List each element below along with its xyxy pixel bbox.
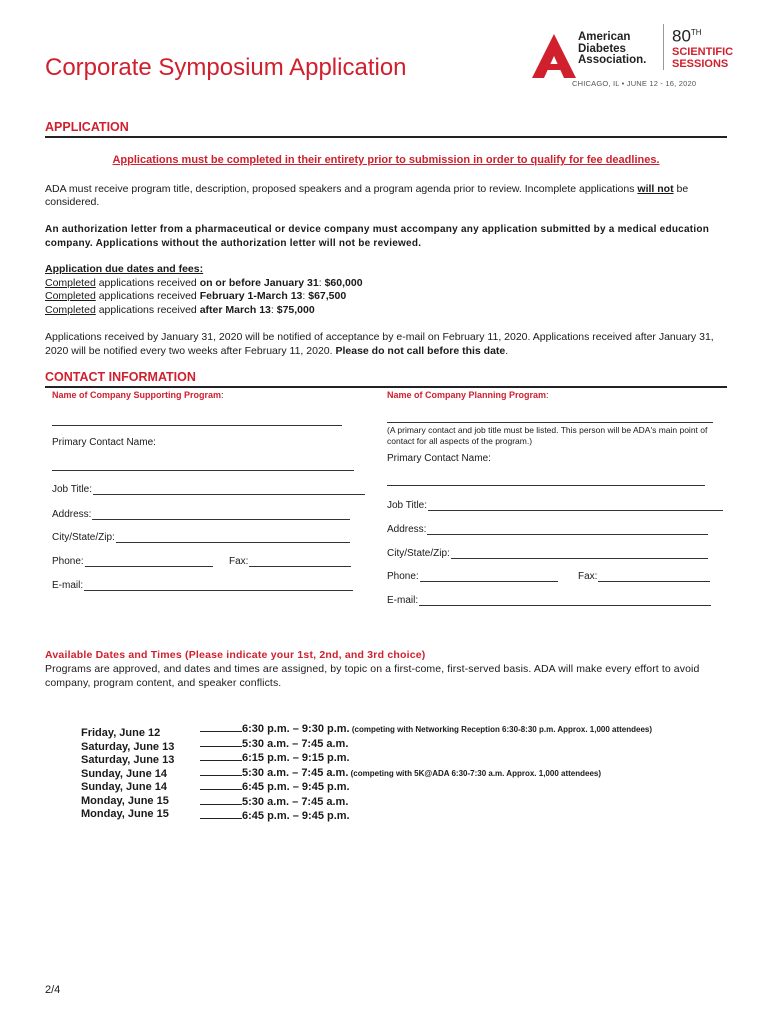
ada-logo xyxy=(532,24,747,94)
fee-row xyxy=(45,290,363,304)
left-email-label: E-mail: xyxy=(52,580,84,591)
para1-emphasis: will not xyxy=(637,183,674,195)
left-phone-label: Phone: xyxy=(52,556,84,567)
fee-deadline: February 1-March 13 xyxy=(199,290,303,302)
right-primary-contact-label: Primary Contact Name: xyxy=(387,453,491,464)
slot-time: 6:30 p.m. – 9:30 p.m. xyxy=(242,723,350,735)
fee-sep: : xyxy=(302,290,309,302)
left-job-title-row xyxy=(52,484,365,495)
left-email-row xyxy=(52,580,353,591)
slot-row xyxy=(200,722,652,737)
slot-row xyxy=(200,737,652,752)
right-phone-label: Phone: xyxy=(387,571,419,582)
fees-heading: Application due dates and fees: xyxy=(45,263,204,275)
choice-blank[interactable] xyxy=(200,751,242,761)
planning-program-field[interactable] xyxy=(387,422,713,423)
application-heading: APPLICATION xyxy=(45,120,129,134)
application-para-1 xyxy=(45,183,727,209)
slot-day: Friday, June 12 xyxy=(81,727,161,739)
right-phone-row xyxy=(387,571,558,582)
right-address-row xyxy=(387,524,708,535)
para1-text: ADA must receive program title, description, proposed speakers and a program agenda prior to review. Incomplete applications xyxy=(45,183,638,195)
org-line-2: Diabetes xyxy=(578,42,626,55)
session-line-2: SESSIONS xyxy=(672,57,729,70)
slot-row xyxy=(200,795,652,810)
ada-org-name xyxy=(578,32,646,67)
slot-row xyxy=(200,780,652,795)
left-email-field[interactable] xyxy=(84,580,353,591)
fee-text: applications received xyxy=(95,303,200,316)
right-city-row xyxy=(387,548,708,559)
right-address-label: Address: xyxy=(387,524,427,535)
left-phone-field[interactable] xyxy=(85,556,213,567)
slot-time: 6:45 p.m. – 9:45 p.m. xyxy=(242,810,350,822)
right-fax-field[interactable] xyxy=(598,571,710,582)
choice-blank[interactable] xyxy=(200,795,242,805)
slot-day: Sunday, June 14 xyxy=(81,767,167,780)
session-line-1: SCIENTIFIC xyxy=(672,45,734,58)
fees-block xyxy=(45,263,363,317)
left-fax-label: Fax: xyxy=(229,556,249,567)
fee-sep: : xyxy=(270,303,277,316)
para3-text: Applications received by January 31, 2020 will be notified of acceptance by e-mail on February 11, 2020. Applications received after January 31, 2020 will be notified every two weeks after February 11, 2020. xyxy=(45,331,714,357)
right-primary-contact-field[interactable] xyxy=(387,485,705,486)
supporting-program-field[interactable] xyxy=(52,425,342,426)
choice-blank[interactable] xyxy=(200,722,242,732)
application-divider xyxy=(45,136,727,138)
logo-divider xyxy=(663,24,664,70)
slot-day: Saturday, June 13 xyxy=(81,754,175,766)
slot-day: Saturday, June 13 xyxy=(81,740,175,753)
application-notice: Applications must be completed in their entirety prior to submission in order to qualify for fee deadlines. xyxy=(112,154,660,166)
session-number: 80 xyxy=(672,26,691,46)
fee-row xyxy=(45,277,363,291)
fee-deadline: on or before January 31 xyxy=(199,276,319,289)
slot-time: 6:15 p.m. – 9:15 p.m. xyxy=(242,752,350,764)
left-phone-row xyxy=(52,556,213,567)
right-job-title-field[interactable] xyxy=(428,500,723,511)
left-job-title-field[interactable] xyxy=(93,484,365,495)
schedule-times xyxy=(200,722,652,824)
schedule-days xyxy=(81,727,174,822)
choice-blank[interactable] xyxy=(200,780,242,790)
sessions-block xyxy=(672,24,733,70)
slot-time: 5:30 a.m. – 7:45 a.m. xyxy=(242,795,349,808)
slot-time: 5:30 a.m. – 7:45 a.m. xyxy=(242,766,349,779)
contact-heading: CONTACT INFORMATION xyxy=(45,370,196,384)
right-address-field[interactable] xyxy=(427,524,708,535)
right-city-label: City/State/Zip: xyxy=(387,548,450,559)
fee-prefix: Completed xyxy=(45,276,96,289)
slot-time: 5:30 a.m. – 7:45 a.m. xyxy=(242,737,349,750)
slot-note: (competing with 5K@ADA 6:30-7:30 a.m. Approx. 1,000 attendees) xyxy=(348,768,602,778)
slot-day: Sunday, June 14 xyxy=(81,781,167,793)
application-para-2: An authorization letter from a pharmaceutical or device company must accompany any application submitted by a medical education company. Applications without the authorization letter will not be reviewed. xyxy=(45,224,710,249)
contact-divider xyxy=(45,386,727,388)
ada-triangle-icon xyxy=(532,34,576,80)
para3-end: . xyxy=(505,345,509,357)
choice-blank[interactable] xyxy=(200,737,242,747)
page-number: 2/4 xyxy=(45,984,61,996)
slot-day: Monday, June 15 xyxy=(81,794,169,807)
para3-emphasis: Please do not call before this date xyxy=(335,345,506,357)
fee-prefix: Completed xyxy=(45,290,96,302)
fee-prefix: Completed xyxy=(45,303,96,316)
right-email-label: E-mail: xyxy=(387,595,419,606)
page-title: Corporate Symposium Application xyxy=(45,54,407,81)
choice-blank[interactable] xyxy=(200,809,242,819)
planning-program-text: Name of Company Planning Program xyxy=(387,390,547,400)
fee-deadline: after March 13 xyxy=(199,303,271,316)
supporting-program-text: Name of Company Supporting Program xyxy=(52,390,222,400)
slot-row xyxy=(200,751,652,766)
right-fax-label: Fax: xyxy=(578,571,598,582)
supporting-program-label xyxy=(52,390,224,400)
left-fax-field[interactable] xyxy=(249,556,351,567)
org-line-1: American xyxy=(578,31,631,43)
left-fax-row xyxy=(229,556,351,567)
right-job-title-label: Job Title: xyxy=(387,500,428,511)
application-para-3 xyxy=(45,330,727,358)
slot-row xyxy=(200,766,652,781)
planning-program-colon: : xyxy=(546,390,549,400)
left-address-field[interactable] xyxy=(92,509,350,520)
fee-amount: $60,000 xyxy=(324,276,363,289)
dates-heading: Available Dates and Times (Please indicate your 1st, 2nd, and 3rd choice) xyxy=(45,649,426,661)
slot-day: Monday, June 15 xyxy=(81,808,169,820)
left-job-title-label: Job Title: xyxy=(52,484,93,495)
fee-text: applications received xyxy=(95,290,200,302)
supporting-program-colon: : xyxy=(221,390,224,400)
choice-blank[interactable] xyxy=(200,766,242,776)
org-line-3: Association. xyxy=(578,54,647,66)
right-job-title-row xyxy=(387,500,723,511)
right-phone-field[interactable] xyxy=(420,571,558,582)
left-address-label: Address: xyxy=(52,509,92,520)
fee-row xyxy=(45,304,363,318)
slot-time: 6:45 p.m. – 9:45 p.m. xyxy=(242,781,350,793)
slot-row xyxy=(200,809,652,824)
left-primary-contact-label: Primary Contact Name: xyxy=(52,437,156,448)
left-primary-contact-field[interactable] xyxy=(52,470,354,471)
planning-program-label xyxy=(387,390,549,400)
right-email-row xyxy=(387,595,711,606)
left-city-field[interactable] xyxy=(116,532,350,543)
fee-amount: $75,000 xyxy=(276,303,315,316)
fee-text: applications received xyxy=(95,276,200,289)
left-address-row xyxy=(52,509,350,520)
location-line: CHICAGO, IL • JUNE 12 - 16, 2020 xyxy=(572,79,697,88)
primary-contact-note: (A primary contact and job title must be listed. This person will be ADA's main point of contact for all aspects of the program.) xyxy=(387,425,708,446)
fee-sep: : xyxy=(318,276,325,289)
left-city-row xyxy=(52,532,350,543)
right-fax-row xyxy=(578,571,710,582)
left-city-label: City/State/Zip: xyxy=(52,532,115,543)
session-suffix: TH xyxy=(690,28,702,37)
fee-amount: $67,500 xyxy=(308,290,347,302)
right-city-field[interactable] xyxy=(451,548,708,559)
slot-note: (competing with Networking Reception 6:30-8:30 p.m. Approx. 1,000 attendees) xyxy=(349,725,653,734)
para1-end: be considered. xyxy=(45,183,689,208)
right-email-field[interactable] xyxy=(419,595,711,606)
dates-intro: Programs are approved, and dates and times are assigned, by topic on a first-come, first-served basis. ADA will make every effort to avoid company, program content, and speaker conflicts. xyxy=(45,663,700,689)
